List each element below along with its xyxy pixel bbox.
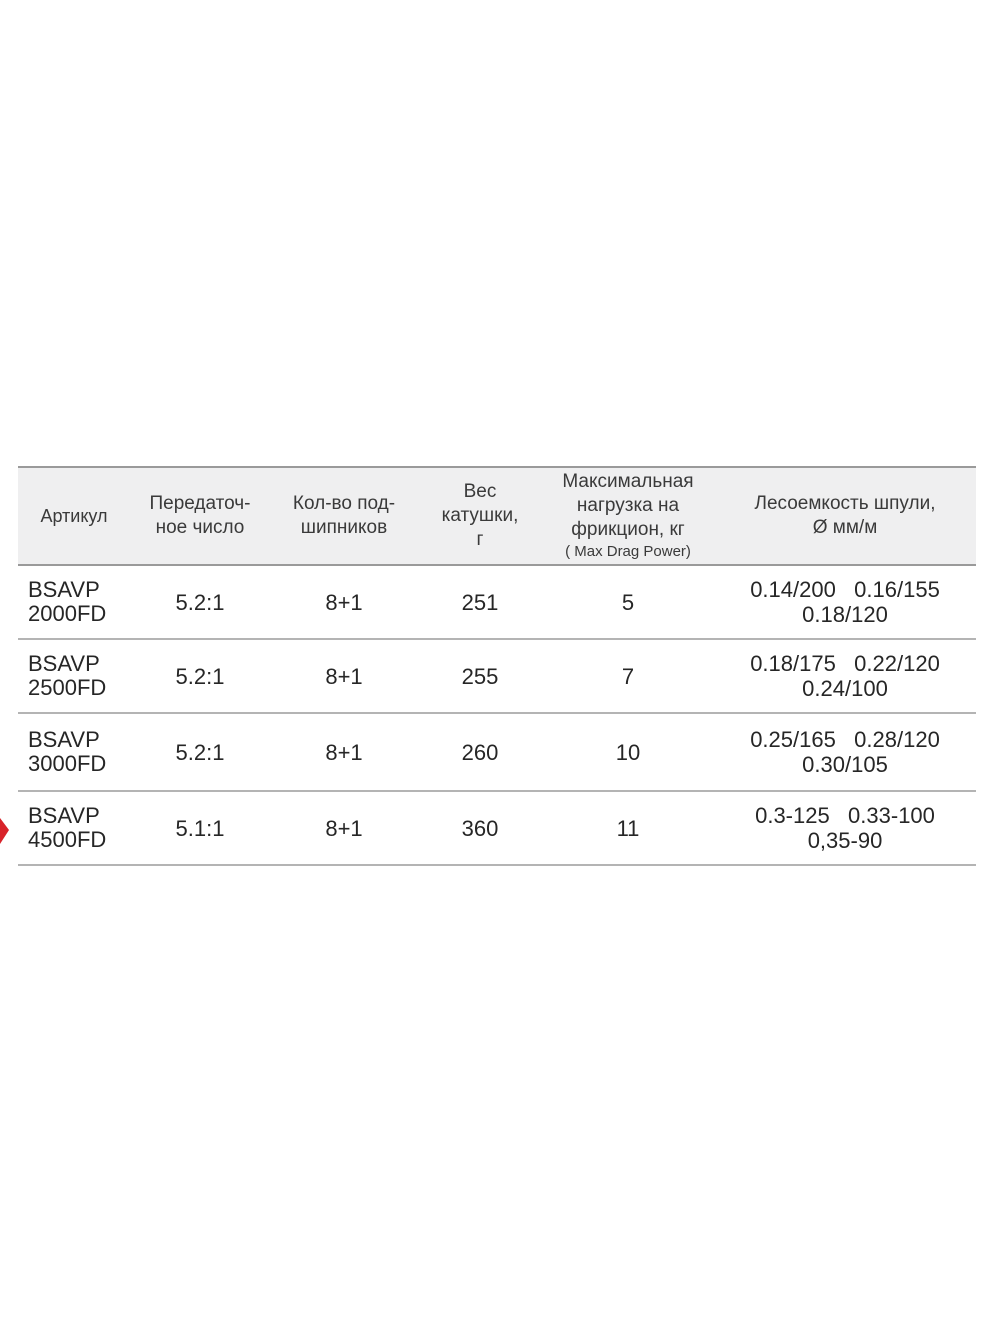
- cell-max-drag: 11: [616, 815, 640, 841]
- cell-bearings: 8+1: [325, 815, 363, 841]
- header-max-drag: Максимальная нагрузка на фрикцион, кг ( Max Drag Power): [542, 467, 714, 565]
- header-gear-ratio: Передаточ- ное число: [149, 493, 251, 538]
- header-bearings: Кол-во под- шипников: [292, 493, 396, 538]
- cell-gear-ratio: 5.2:1: [175, 663, 225, 689]
- cell-article: BSAVP 2000FD: [28, 577, 107, 626]
- header-max-drag-sub: ( Max Drag Power): [565, 543, 691, 560]
- table-row: [18, 639, 976, 713]
- header-line-capacity: Лесоемкость шпули, Ø мм/м: [754, 493, 936, 538]
- cell-gear-ratio: 5.2:1: [175, 739, 225, 765]
- red-accent-mark: [0, 818, 9, 844]
- cell-max-drag: 10: [615, 739, 641, 765]
- table-header-row: [18, 467, 976, 565]
- cell-article: BSAVP 4500FD: [28, 803, 107, 852]
- cell-weight: 255: [461, 663, 499, 689]
- cell-weight: 251: [461, 589, 499, 615]
- cell-article: BSAVP 2500FD: [28, 651, 107, 700]
- cell-weight: 360: [461, 815, 499, 841]
- table-row: [18, 791, 976, 865]
- header-article: Артикул: [40, 506, 108, 526]
- cell-bearings: 8+1: [325, 663, 363, 689]
- cell-line-capacity: 0.14/200 0.16/155 0.18/120: [750, 577, 940, 627]
- cell-gear-ratio: 5.1:1: [175, 815, 225, 841]
- cell-max-drag: 5: [621, 589, 635, 615]
- header-weight: Вес катушки, г: [441, 481, 519, 550]
- cell-weight: 260: [461, 739, 499, 765]
- cell-max-drag: 7: [621, 663, 635, 689]
- cell-gear-ratio: 5.2:1: [175, 589, 225, 615]
- table-row: [18, 713, 976, 791]
- cell-line-capacity: 0.3-125 0.33-100 0,35-90: [755, 803, 935, 853]
- table-row: [18, 565, 976, 639]
- cell-bearings: 8+1: [325, 739, 363, 765]
- cell-bearings: 8+1: [325, 589, 363, 615]
- cell-line-capacity: 0.18/175 0.22/120 0.24/100: [750, 651, 940, 701]
- spec-table: [18, 466, 976, 866]
- cell-article: BSAVP 3000FD: [28, 727, 107, 776]
- cell-line-capacity: 0.25/165 0.28/120 0.30/105: [750, 727, 940, 777]
